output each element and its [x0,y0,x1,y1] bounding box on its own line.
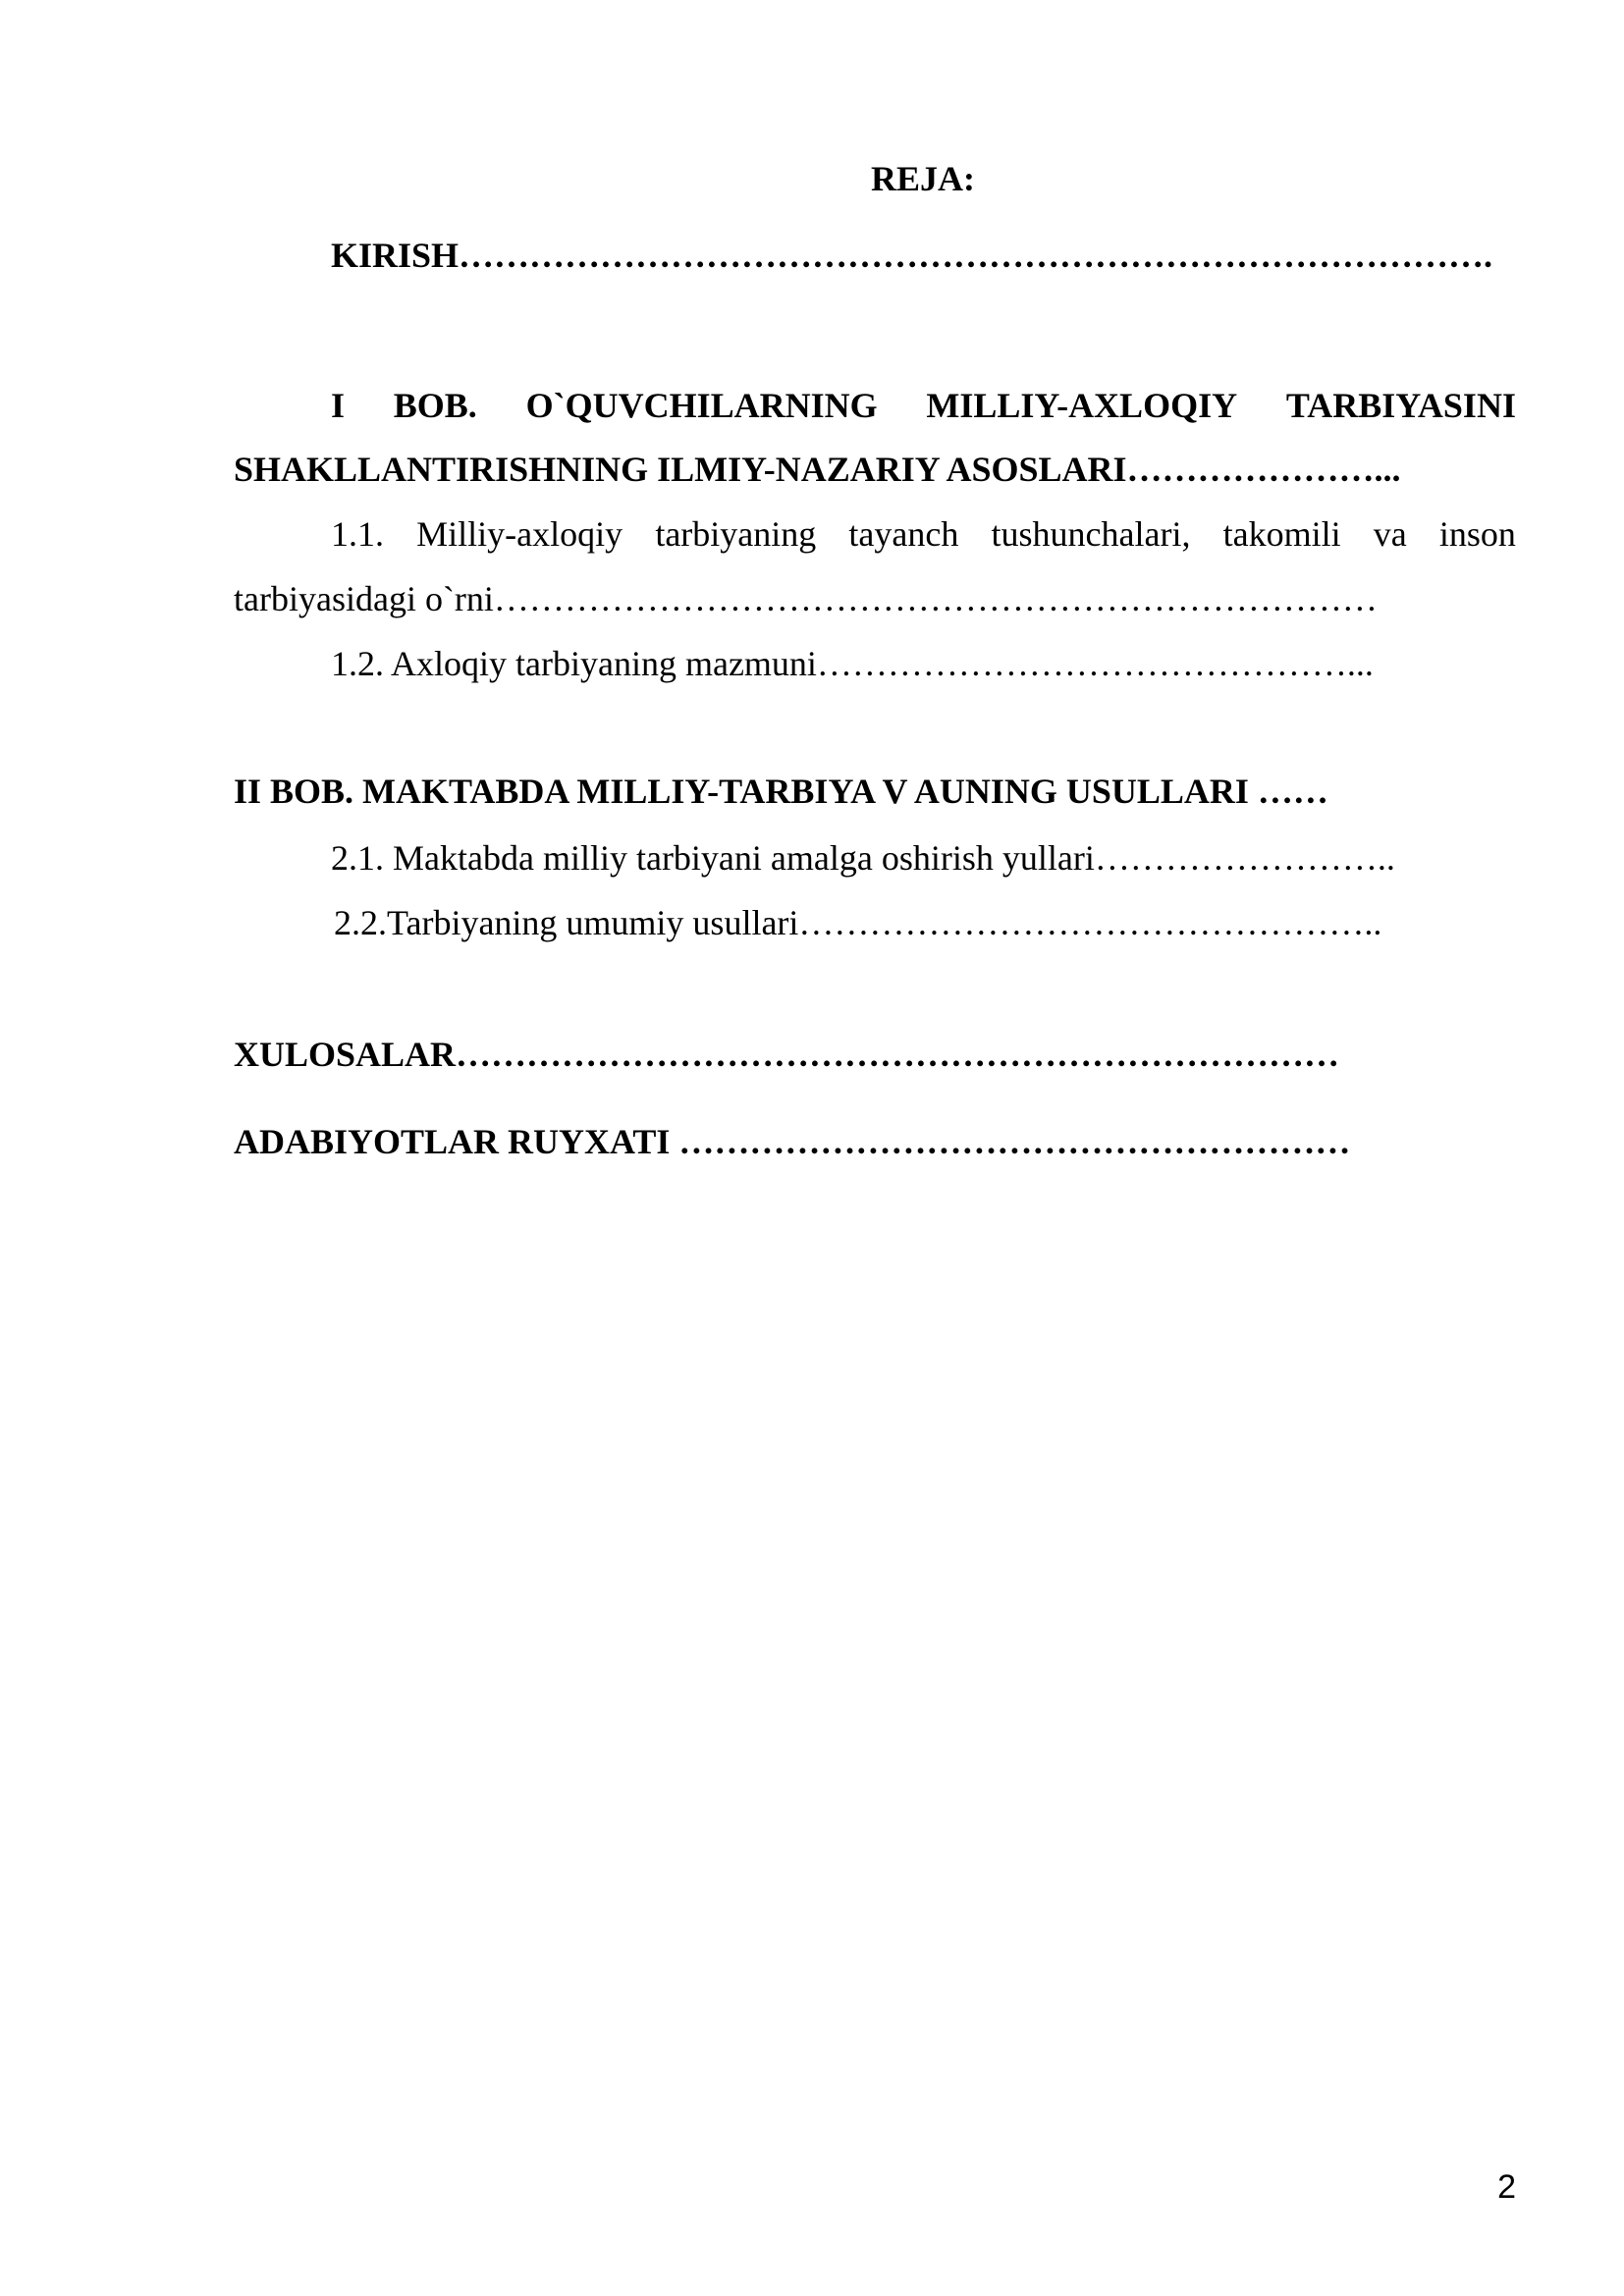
toc-section-1-1-line2: tarbiyasidagi o`rni………………………………………………………………… [234,579,1378,618]
toc-chapter2-heading: II BOB. MAKTABDA MILLIY-TARBIYA V AUNING USULLARI …… [234,772,1328,811]
section-word: 1.1. [331,514,384,554]
toc-references: ADABIYOTLAR RUYXATI ………………………………………………… [234,1122,1351,1161]
section-word: takomili [1222,514,1341,554]
heading-word: BOB. [393,386,477,425]
section-word: tarbiyaning [655,514,817,554]
section-word: va [1373,514,1407,554]
page-number: 2 [1497,2168,1516,2206]
toc-intro: KIRISH……………………………………………………………………………. [331,236,1493,275]
section-word: Milliy-axloqiy [416,514,623,554]
section-word: inson [1438,514,1516,554]
heading-word: MILLIY-AXLOQIY [926,386,1238,425]
toc-section-1-1 [331,512,1516,556]
heading-word: I [331,386,346,425]
toc-conclusion: XULOSALAR………………………………………………………………… [234,1035,1340,1074]
section-word: tayanch [848,514,959,554]
toc-section-2-1: 2.1. Maktabda milliy tarbiyani amalga oshirish yullari…………………….. [331,838,1395,878]
toc-chapter1-heading-line2: SHAKLLANTIRISHNING ILMIY-NAZARIY ASOSLARI…………………... [234,450,1401,489]
heading-word: TARBIYASINI [1285,386,1516,425]
toc-chapter1-heading [331,384,1516,427]
heading-word: O`QUVCHILARNING [525,386,878,425]
section-word: tushunchalari, [991,514,1191,554]
page-title: REJA: [871,159,975,198]
toc-section-1-2: 1.2. Axloqiy tarbiyaning mazmuni………………………………………... [331,644,1374,683]
toc-section-2-2: 2.2.Tarbiyaning umumiy usullari………………………………………….. [334,903,1382,942]
